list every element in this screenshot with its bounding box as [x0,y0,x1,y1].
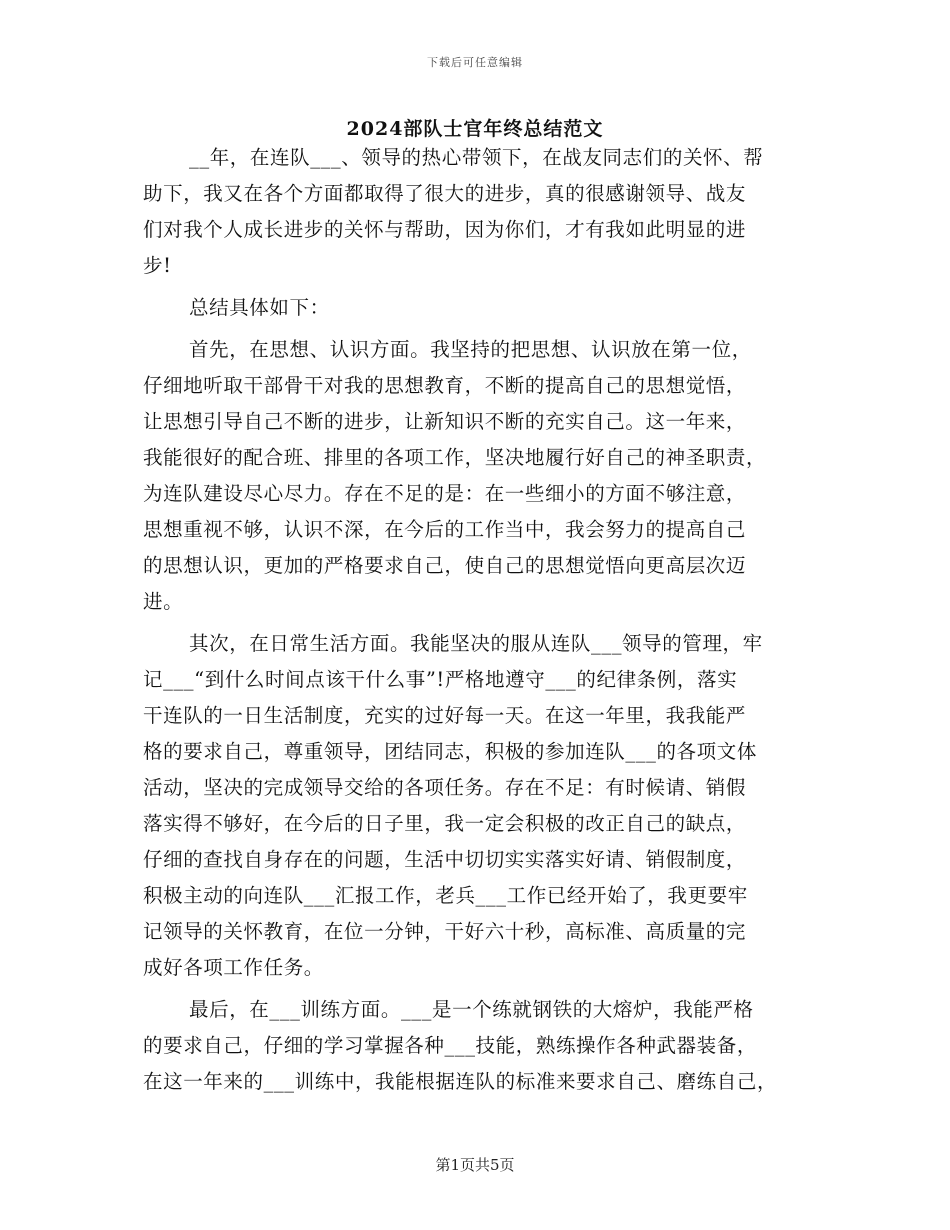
header-note: 下载后可任意编辑 [427,56,523,69]
paragraph-line: 记___“到什么时间点该干什么事”!严格地遵守___的纪律条例，落实 [143,668,738,691]
paragraph-line: 成好各项工作任务。 [143,956,324,979]
paragraph-line: 我能很好的配合班、排里的各项工作，坚决地履行好自己的神圣职责， [143,446,767,469]
paragraph-line: 积极主动的向连队___汇报工作，老兵___工作已经开始了，我更要牢 [143,884,748,907]
paragraph-line: 记领导的关怀教育，在位一分钟，干好六十秒，高标准、高质量的完 [143,920,747,943]
paragraph-line: 的要求自己，仔细的学习掌握各种___技能，熟练操作各种武器装备， [143,1034,757,1057]
paragraph-line: 仔细的查找自身存在的问题，生活中切切实实落实好请、销假制度， [143,848,747,871]
paragraph-line: __年，在连队___、领导的热心带领下，在战友同志们的关怀、帮 [189,146,764,169]
paragraph-line: 活动，坚决的完成领导交给的各项任务。存在不足：有时候请、销假 [143,776,747,799]
paragraph-line: 仔细地听取干部骨干对我的思想教育，不断的提高自己的思想觉悟， [143,374,747,397]
paragraph-line: 助下，我又在各个方面都取得了很大的进步，真的很感谢领导、战友 [143,182,747,205]
paragraph-line: 进。 [143,590,184,613]
paragraph-line: 步! [143,254,172,277]
document-title: 2024部队士官年终总结范文 [346,118,604,140]
paragraph-line: 总结具体如下： [189,296,330,319]
page-number: 第1页共5页 [435,1156,515,1174]
paragraph-line: 思想重视不够，认识不深，在今后的工作当中，我会努力的提高自己 [143,518,747,541]
paragraph-line: 落实得不够好，在今后的日子里，我一定会积极的改正自己的缺点， [143,812,747,835]
paragraph-line: 的思想认识，更加的严格要求自己，使自己的思想觉悟向更高层次迈 [143,554,747,577]
paragraph-line: 在这一年来的___训练中，我能根据连队的标准来要求自己、磨练自己， [143,1070,778,1093]
paragraph-line: 干连队的一日生活制度，充实的过好每一天。在这一年里，我我能严 [143,704,747,727]
paragraph-line: 让思想引导自己不断的进步，让新知识不断的充实自己。这一年来， [143,410,747,433]
paragraph-line: 为连队建设尽心尽力。存在不足的是：在一些细小的方面不够注意， [143,482,747,505]
paragraph-line: 格的要求自己，尊重领导，团结同志，积极的参加连队___的各项文体 [143,740,757,763]
paragraph-line: 们对我个人成长进步的关怀与帮助，因为你们，才有我如此明显的进 [143,218,747,241]
paragraph-line: 首先，在思想、认识方面。我坚持的把思想、认识放在第一位， [189,338,752,361]
document-body [143,140,813,1100]
paragraph-line: 最后，在___训练方面。___是一个练就钢铁的大熔炉，我能严格 [189,998,754,1021]
paragraph-line: 其次，在日常生活方面。我能坚决的服从连队___领导的管理，牢 [189,632,763,655]
